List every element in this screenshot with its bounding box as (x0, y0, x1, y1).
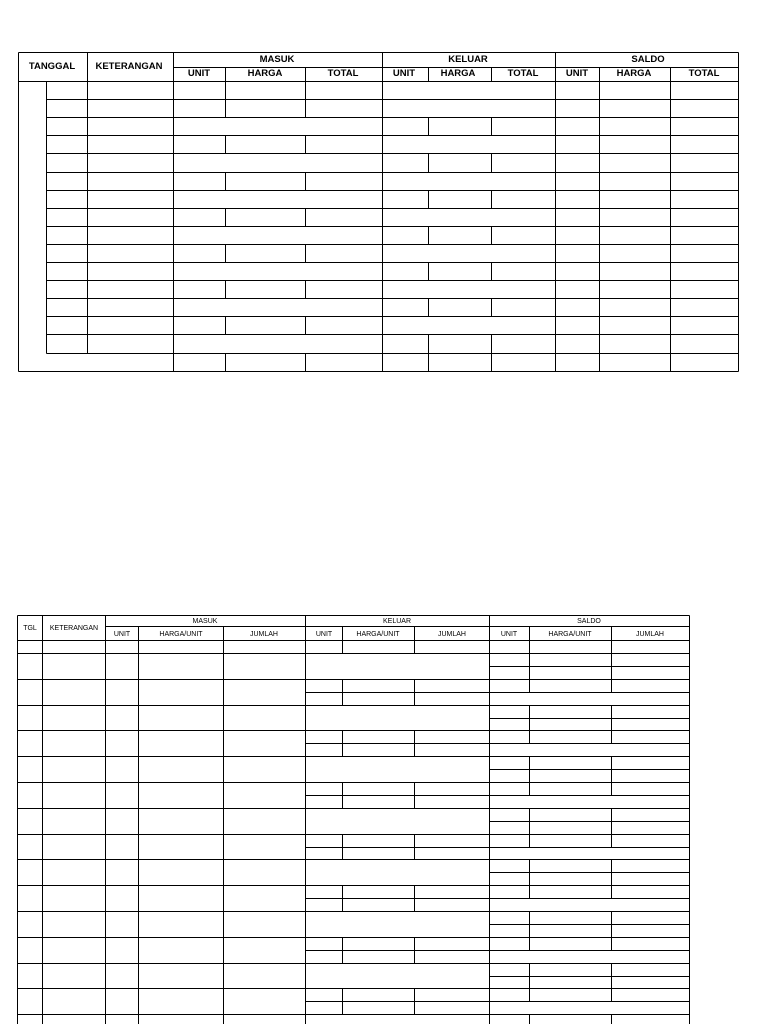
header-saldo-unit: UNIT (565, 68, 589, 79)
header-masuk: MASUK (259, 54, 295, 65)
header-keluar-jumlah: JUMLAH (437, 631, 467, 638)
header-keluar-unit: UNIT (315, 631, 333, 638)
header-masuk-harga-unit: HARGA/UNIT (159, 631, 203, 638)
table-1-grid (18, 52, 739, 373)
table-2-lines (18, 616, 690, 1024)
inventory-card-table-2 (17, 615, 690, 1024)
header-masuk: MASUK (192, 618, 218, 625)
inventory-card-table-1 (18, 52, 739, 373)
header-saldo-harga-unit: HARGA/UNIT (548, 631, 592, 638)
header-keterangan: KETERANGAN (49, 625, 99, 632)
header-saldo-jumlah: JUMLAH (635, 631, 665, 638)
table-1-lines (19, 53, 739, 372)
header-masuk-unit: UNIT (187, 68, 211, 79)
table-1-header-labels (29, 54, 720, 79)
table-2-grid (17, 615, 690, 1024)
header-masuk-total: TOTAL (327, 68, 359, 79)
header-keluar-unit: UNIT (392, 68, 416, 79)
header-saldo-unit: UNIT (500, 631, 518, 638)
header-masuk-unit: UNIT (113, 631, 131, 638)
header-saldo: SALDO (577, 618, 601, 625)
header-masuk-harga: HARGA (247, 68, 283, 79)
header-saldo-total: TOTAL (688, 68, 720, 79)
header-keluar-harga: HARGA (440, 68, 476, 79)
header-tanggal: TANGGAL (28, 61, 76, 72)
header-keluar: KELUAR (382, 618, 412, 625)
header-keterangan: KETERANGAN (95, 61, 163, 72)
header-masuk-jumlah: JUMLAH (249, 631, 279, 638)
header-tgl: TGL (23, 625, 37, 632)
header-keluar: KELUAR (448, 54, 488, 65)
header-keluar-harga-unit: HARGA/UNIT (356, 631, 400, 638)
table-2-header-labels (23, 618, 664, 638)
header-keluar-total: TOTAL (507, 68, 539, 79)
header-saldo-harga: HARGA (616, 68, 652, 79)
header-saldo: SALDO (631, 54, 665, 65)
